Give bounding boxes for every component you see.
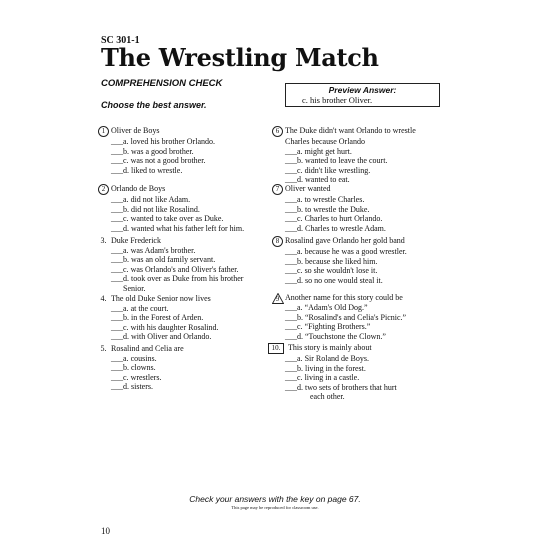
answer-option-c[interactable]: ___c. wrestlers. [111, 372, 162, 382]
answer-option-c[interactable]: ___c. with his daughter Rosalind. [111, 322, 219, 332]
answer-option-c[interactable]: ___c. “Fighting Brothers.” [285, 322, 371, 332]
answer-option-a[interactable]: ___a. at the court. [111, 303, 169, 313]
answer-option-d[interactable]: ___d. “Touchstone the Clown.” [285, 331, 386, 341]
question-9 [272, 293, 452, 341]
answer-option-b[interactable]: ___b. was a good brother. [111, 146, 194, 156]
answer-option-d-continued: Senior. [123, 283, 146, 293]
answer-option-c[interactable]: ___c. was not a good brother. [111, 156, 206, 166]
question-stem: Rosalind and Celia are [111, 344, 184, 353]
question-stem-continued: Charles because Orlando [285, 137, 365, 146]
question-number: 3. [100, 236, 107, 245]
answer-option-d[interactable]: ___d. took over as Duke from his brother [111, 274, 244, 284]
question-number: 4. [100, 294, 107, 303]
question-3 [98, 236, 278, 294]
question-6 [272, 126, 452, 185]
question-stem: Duke Frederick [111, 236, 161, 245]
question-stem: The Duke didn't want Orlando to wrestle [285, 126, 416, 135]
answer-option-d[interactable]: ___d. with Oliver and Orlando. [111, 332, 212, 342]
answer-option-a[interactable]: ___a. to wrestle Charles. [285, 195, 365, 204]
question-stem: Oliver wanted [285, 184, 331, 193]
instruction-text: Choose the best answer. [101, 100, 207, 110]
copyright-note: This page may be reproduced for classroom use. [231, 505, 319, 510]
question-5 [98, 344, 278, 392]
question-stem: Another name for this story could be [285, 293, 403, 302]
question-number-circle: 2 [98, 184, 109, 195]
question-stem: The old Duke Senior now lives [111, 294, 211, 303]
answer-option-c[interactable]: ___c. so she wouldn't lose it. [285, 266, 378, 276]
question-number-circle: 6 [272, 126, 283, 137]
question-number-circle: 7 [272, 184, 283, 195]
answer-option-b[interactable]: ___b. “Rosalind's and Celia's Picnic.” [285, 312, 407, 322]
answer-option-d[interactable]: ___d. wanted what his father left for him. [111, 223, 245, 233]
story-code: SC 301-1 [101, 35, 140, 46]
answer-key-note: Check your answers with the key on page 67. [189, 494, 361, 504]
question-stem: Orlando de Boys [111, 184, 166, 193]
question-number-circle: 1 [98, 126, 109, 137]
answer-option-d[interactable]: ___d. two sets of brothers that hurt [285, 382, 397, 392]
answer-option-b[interactable]: ___b. in the Forest of Arden. [111, 313, 204, 323]
answer-option-c[interactable]: ___c. was Orlando's and Oliver's father. [111, 264, 239, 274]
question-stem: Rosalind gave Orlando her gold band [285, 236, 405, 245]
section-heading: COMPREHENSION CHECK [101, 78, 223, 89]
page-number: 10 [101, 526, 110, 536]
answer-option-a[interactable]: ___a. cousins. [111, 353, 157, 363]
answer-option-a[interactable]: ___a. did not like Adam. [111, 195, 191, 204]
question-number-square: 10. [268, 343, 284, 354]
answer-option-b[interactable]: ___b. was an old family servant. [111, 255, 216, 265]
page-title: The Wrestling Match [101, 43, 379, 72]
answer-option-d[interactable]: ___d. Charles to wrestle Adam. [285, 223, 386, 233]
answer-option-b[interactable]: ___b. because she liked him. [285, 256, 378, 266]
answer-option-c[interactable]: ___c. didn't like wrestling. [285, 165, 371, 175]
preview-answer-box [285, 83, 440, 107]
answer-option-a[interactable]: ___a. might get hurt. [285, 146, 352, 156]
answer-option-c[interactable]: ___c. living in a castle. [285, 373, 360, 383]
question-4 [98, 294, 278, 342]
answer-option-a[interactable]: ___a. was Adam's brother. [111, 245, 196, 255]
question-2 [98, 184, 278, 233]
answer-option-c[interactable]: ___c. wanted to take over as Duke. [111, 214, 224, 224]
question-8 [272, 236, 452, 285]
answer-option-d[interactable]: ___d. liked to wrestle. [111, 165, 183, 175]
answer-option-d[interactable]: ___d. sisters. [111, 382, 153, 392]
answer-option-b[interactable]: ___b. living in the forest. [285, 363, 366, 373]
question-1 [98, 126, 278, 175]
question-number: 5. [100, 344, 107, 353]
answer-option-a[interactable]: ___a. “Adam's Old Dog.” [285, 303, 368, 312]
preview-answer: c. his brother Oliver. [302, 95, 373, 105]
answer-option-c[interactable]: ___c. Charles to hurt Orlando. [285, 214, 383, 224]
answer-option-b[interactable]: ___b. did not like Rosalind. [111, 204, 200, 214]
answer-option-b[interactable]: ___b. wanted to leave the court. [285, 156, 388, 166]
preview-heading: Preview Answer: [328, 85, 397, 95]
answer-option-d[interactable]: ___d. so no one would steal it. [285, 275, 383, 285]
answer-option-d-continued: each other. [310, 392, 345, 402]
answer-option-d[interactable]: ___d. wanted to eat. [285, 175, 350, 185]
question-number-circle: 8 [272, 236, 283, 247]
question-10 [268, 343, 452, 402]
question-stem: This story is mainly about [288, 343, 372, 352]
answer-option-a[interactable]: ___a. loved his brother Orlando. [111, 137, 215, 146]
answer-option-a[interactable]: ___a. because he was a good wrestler. [285, 247, 407, 256]
question-7 [272, 184, 452, 233]
answer-option-a[interactable]: ___a. Sir Roland de Boys. [285, 354, 370, 363]
question-number-triangle: 9 [272, 293, 283, 303]
question-stem: Oliver de Boys [111, 126, 160, 135]
answer-option-b[interactable]: ___b. to wrestle the Duke. [285, 204, 370, 214]
answer-option-b[interactable]: ___b. clowns. [111, 363, 156, 373]
